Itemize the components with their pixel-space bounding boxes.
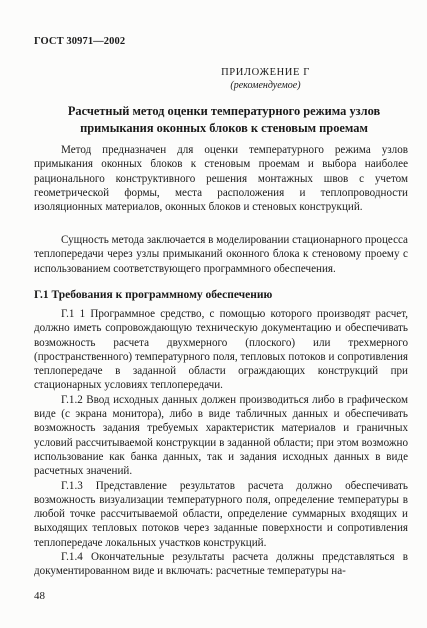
section-item-g11: Г.1 1 Программное средство, с помощью которого производят расчет, должно иметь сопровождающую техническую документацию и обеспечивать возможность расчета двухмерного (плоского) или трехмерного (пространственного) температурного поля, тепловых потоков и сопротивления теплопередаче в заданной области ограждающих конструкций при стационарных условиях теплопередачи.	[34, 308, 408, 392]
page-number: 48	[34, 590, 45, 602]
section-item-g13: Г.1.3 Представление результатов расчета должно обеспечивать возможность визуализации температурного поля, определение температуры в любой точке рассчитываемой области, определение суммарных входящих и выходящих тепловых потоков через заданные поверхности и сопротивления теплопередаче локальных участков конструкций.	[34, 479, 408, 549]
section-heading: Г.1 Требования к программному обеспечению	[34, 289, 273, 301]
appendix-label: ПРИЛОЖЕНИЕ Г	[221, 67, 310, 78]
appendix-block	[0, 66, 427, 92]
document-title: Расчетный метод оценки температурного режима узлов примыкания оконных блоков к стеновым проемам	[67, 104, 381, 135]
section-item-g12: Г.1.2 Ввод исходных данных должен производиться либо в графическом виде (с экрана монитора), либо в виде табличных данных и обеспечивать возможность задания требуемых характеристик материалов и граничных условий рассчитываемой конструкции в заданной области; при этом возможно использование как банка данных, так и задания исходных данных в виде расчетных значений.	[34, 393, 408, 478]
intro-paragraph-2	[34, 233, 408, 276]
paragraph-text: Сущность метода заключается в моделировании стационарного процесса теплопередачи через узлы примыканий оконного блока к стеновому проему с использованием соответствующего программного обеспечения.	[34, 234, 408, 275]
appendix-note: (рекомендуемое)	[230, 80, 301, 91]
document-header: ГОСТ 30971—2002	[34, 36, 126, 47]
intro-paragraph-1	[34, 143, 408, 214]
paragraph-text: Метод предназначен для оценки температурного режима узлов примыкания оконных блоков к стеновым проемам и выбора наиболее рационального конструктивного решения монтажных швов с учетом геометрической формы, места расположения и теплопроводности изоляционных материалов, оконных блоков и стеновых конструкций.	[34, 144, 408, 214]
section-items	[34, 307, 408, 579]
section-item-g14: Г.1.4 Окончательные результаты расчета должны представляться в документированном виде и включать: расчетные температуры на-	[34, 551, 408, 578]
